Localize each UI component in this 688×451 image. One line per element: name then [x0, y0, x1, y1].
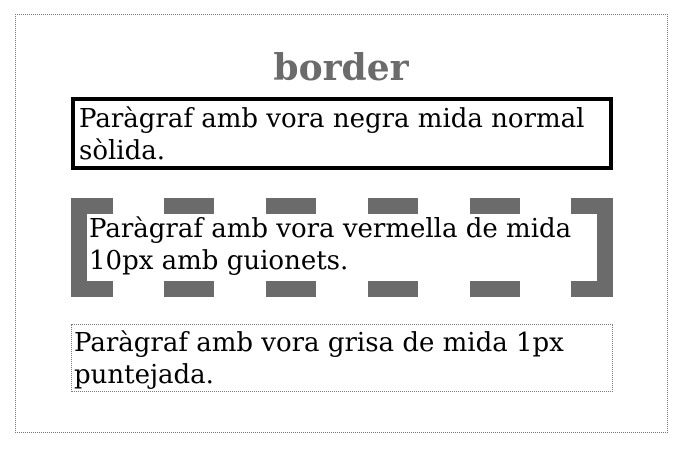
paragraph-dotted-text: Paràgraf amb vora grisa de mida 1px puntejada.: [74, 328, 564, 390]
paragraph-solid-text: Paràgraf amb vora negra mida normal sòlida.: [79, 104, 585, 166]
paragraph-dashed-border: [71, 198, 613, 297]
paragraph-dotted-border: [71, 324, 613, 392]
paragraph-solid-border: [71, 97, 613, 170]
page-title: border: [273, 47, 409, 90]
paragraph-dashed-text: Paràgraf amb vora vermella de mida 10px amb guionets.: [89, 214, 572, 276]
